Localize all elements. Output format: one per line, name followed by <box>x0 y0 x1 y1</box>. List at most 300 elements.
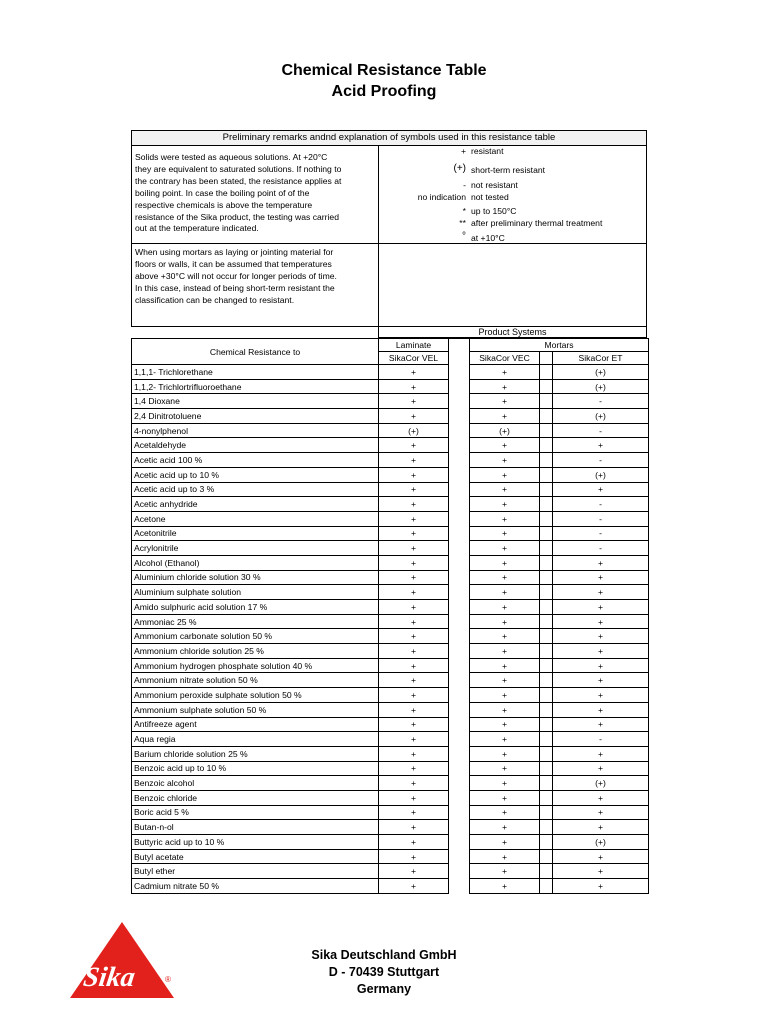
legend-desc: short-term resistant <box>471 165 546 175</box>
legend-symbol: (+) <box>453 163 466 174</box>
value-sikacor-et: + <box>553 658 649 673</box>
spacer <box>449 644 470 659</box>
value-sikacor-vec: + <box>470 497 540 512</box>
value-sikacor-vel: + <box>379 805 449 820</box>
col-header-sikacor-vel: SikaCor VEL <box>379 352 449 365</box>
table-row <box>132 453 649 468</box>
footer-address: D - 70439 Stuttgart <box>328 965 440 979</box>
value-sikacor-et: + <box>553 849 649 864</box>
para-line: classification can be changed to resistant. <box>135 294 295 305</box>
chemical-name: Acetic acid 100 % <box>132 453 379 468</box>
spacer <box>449 555 470 570</box>
value-sikacor-vel: + <box>379 629 449 644</box>
value-sikacor-vel: + <box>379 746 449 761</box>
spacer <box>540 555 553 570</box>
spacer <box>449 732 470 747</box>
value-sikacor-vec: + <box>470 482 540 497</box>
value-sikacor-et: (+) <box>553 467 649 482</box>
value-sikacor-vel: + <box>379 482 449 497</box>
spacer <box>540 453 553 468</box>
chemical-name: Ammonium carbonate solution 50 % <box>132 629 379 644</box>
value-sikacor-vel: + <box>379 849 449 864</box>
spacer <box>449 453 470 468</box>
value-sikacor-vec: + <box>470 746 540 761</box>
para-line: In this case, instead of being short-term resistant the <box>135 282 335 293</box>
chemical-name: 1,1,2- Trichlortrifluoroethane <box>132 379 379 394</box>
value-sikacor-vel: + <box>379 600 449 615</box>
value-sikacor-vel: + <box>379 365 449 380</box>
value-sikacor-vec: + <box>470 702 540 717</box>
table-row <box>132 835 649 850</box>
chemical-name: Acetaldehyde <box>132 438 379 453</box>
table-row <box>132 541 649 556</box>
legend-symbol: no indication <box>417 192 466 202</box>
value-sikacor-vec: + <box>470 570 540 585</box>
value-sikacor-et: + <box>553 864 649 879</box>
spacer <box>540 658 553 673</box>
legend-item <box>382 146 644 158</box>
chemical-name: Antifreeze agent <box>132 717 379 732</box>
legend-desc: not tested <box>471 192 509 202</box>
table-row <box>132 658 649 673</box>
spacer <box>540 423 553 438</box>
resistance-table <box>131 338 649 894</box>
value-sikacor-vel: + <box>379 438 449 453</box>
value-sikacor-vel: (+) <box>379 423 449 438</box>
table-row <box>132 820 649 835</box>
value-sikacor-vel: + <box>379 511 449 526</box>
para-line: they are equivalent to saturated solutions. If nothing to <box>135 163 342 174</box>
para-line: out at the temperature indicated. <box>135 223 259 234</box>
value-sikacor-vel: + <box>379 835 449 850</box>
value-sikacor-et: + <box>553 717 649 732</box>
value-sikacor-vec: + <box>470 805 540 820</box>
legend-item <box>382 206 644 218</box>
mortars-header: Mortars <box>470 339 649 352</box>
spacer <box>449 585 470 600</box>
spacer <box>540 497 553 512</box>
spacer <box>540 352 553 365</box>
spacer <box>540 688 553 703</box>
value-sikacor-vel: + <box>379 570 449 585</box>
spacer <box>540 776 553 791</box>
value-sikacor-vec: + <box>470 467 540 482</box>
product-systems-header: Product Systems <box>378 326 647 338</box>
laminate-header: Laminate <box>379 339 449 352</box>
spacer <box>540 394 553 409</box>
table-row <box>132 746 649 761</box>
value-sikacor-vel: + <box>379 467 449 482</box>
legend-symbol: ° <box>462 231 466 242</box>
table-row <box>132 379 649 394</box>
value-sikacor-et: + <box>553 614 649 629</box>
value-sikacor-et: - <box>553 453 649 468</box>
value-sikacor-vel: + <box>379 776 449 791</box>
footer-company: Sika Deutschland GmbH <box>311 948 457 962</box>
remarks-header: Preliminary remarks andnd explanation of symbols used in this resistance table <box>132 131 646 146</box>
spacer <box>449 702 470 717</box>
table-row <box>132 879 649 894</box>
spacer <box>540 409 553 424</box>
value-sikacor-et: + <box>553 688 649 703</box>
spacer <box>449 482 470 497</box>
spacer <box>449 688 470 703</box>
spacer <box>540 820 553 835</box>
table-row <box>132 629 649 644</box>
spacer <box>540 570 553 585</box>
chemical-name: 4-nonylphenol <box>132 423 379 438</box>
remarks-paragraph-1 <box>135 152 375 235</box>
value-sikacor-et: (+) <box>553 776 649 791</box>
value-sikacor-vec: + <box>470 688 540 703</box>
value-sikacor-vec: + <box>470 555 540 570</box>
chemical-name: Acrylonitrile <box>132 541 379 556</box>
chemical-name: Ammonium peroxide sulphate solution 50 % <box>132 688 379 703</box>
value-sikacor-vel: + <box>379 526 449 541</box>
logo-registered-mark: ® <box>165 975 171 984</box>
spacer <box>540 541 553 556</box>
value-sikacor-vec: + <box>470 761 540 776</box>
table-row <box>132 423 649 438</box>
legend-item <box>382 180 644 192</box>
value-sikacor-vec: + <box>470 629 540 644</box>
spacer <box>449 776 470 791</box>
spacer <box>449 409 470 424</box>
remarks-box <box>131 130 647 327</box>
value-sikacor-et: + <box>553 805 649 820</box>
value-sikacor-vel: + <box>379 614 449 629</box>
spacer <box>449 879 470 894</box>
value-sikacor-vec: + <box>470 644 540 659</box>
value-sikacor-vel: + <box>379 688 449 703</box>
chemical-name: Ammonium sulphate solution 50 % <box>132 702 379 717</box>
value-sikacor-et: (+) <box>553 835 649 850</box>
table-row <box>132 673 649 688</box>
value-sikacor-et: + <box>553 585 649 600</box>
chemical-name: Ammonium hydrogen phosphate solution 40 % <box>132 658 379 673</box>
value-sikacor-vel: + <box>379 497 449 512</box>
value-sikacor-et: + <box>553 746 649 761</box>
value-sikacor-vec: + <box>470 658 540 673</box>
spacer <box>540 805 553 820</box>
value-sikacor-vec: + <box>470 600 540 615</box>
table-row <box>132 864 649 879</box>
spacer <box>540 746 553 761</box>
value-sikacor-et: + <box>553 629 649 644</box>
value-sikacor-et: + <box>553 790 649 805</box>
para-line: above +30°C will not occur for longer periods of time. <box>135 270 337 281</box>
chemical-name: Amido sulphuric acid solution 17 % <box>132 600 379 615</box>
legend-item <box>382 192 644 204</box>
table-header-row <box>132 339 649 352</box>
spacer <box>540 761 553 776</box>
remarks-row-1 <box>132 145 646 244</box>
spacer <box>540 467 553 482</box>
spacer <box>540 879 553 894</box>
spacer <box>540 600 553 615</box>
para-line: the contrary has been stated, the resistance applies at <box>135 175 342 186</box>
value-sikacor-vel: + <box>379 541 449 556</box>
spacer <box>540 511 553 526</box>
value-sikacor-vec: + <box>470 541 540 556</box>
table-row <box>132 644 649 659</box>
value-sikacor-vec: + <box>470 526 540 541</box>
chemical-name: Buttyric acid up to 10 % <box>132 835 379 850</box>
table-row <box>132 614 649 629</box>
table-row <box>132 702 649 717</box>
value-sikacor-vec: + <box>470 790 540 805</box>
value-sikacor-et: + <box>553 761 649 776</box>
legend-item <box>382 218 644 230</box>
value-sikacor-vec: + <box>470 379 540 394</box>
chemical-name: Benzoic chloride <box>132 790 379 805</box>
value-sikacor-et: (+) <box>553 379 649 394</box>
col-header-sikacor-et: SikaCor ET <box>553 352 649 365</box>
table-row <box>132 849 649 864</box>
chemical-name: Acetonitrile <box>132 526 379 541</box>
chemical-name: Aluminium sulphate solution <box>132 585 379 600</box>
table-row <box>132 394 649 409</box>
legend-symbol: ** <box>459 218 466 228</box>
spacer <box>449 467 470 482</box>
para-line: boiling point. In case the boiling point of of the <box>135 187 310 198</box>
chemical-name: Butyl ether <box>132 864 379 879</box>
chemical-name: 2,4 Dinitrotoluene <box>132 409 379 424</box>
value-sikacor-vec: + <box>470 614 540 629</box>
chemical-name: Alcohol (Ethanol) <box>132 555 379 570</box>
spacer <box>449 600 470 615</box>
remarks-row-2 <box>132 244 646 326</box>
chemical-name: Benzoic alcohol <box>132 776 379 791</box>
spacer <box>449 658 470 673</box>
value-sikacor-et: + <box>553 438 649 453</box>
table-row <box>132 467 649 482</box>
value-sikacor-vel: + <box>379 820 449 835</box>
spacer <box>449 339 470 352</box>
value-sikacor-et: - <box>553 541 649 556</box>
chemical-name: Benzoic acid up to 10 % <box>132 761 379 776</box>
spacer <box>449 820 470 835</box>
table-row <box>132 688 649 703</box>
legend-desc: at +10°C <box>471 233 505 243</box>
legend-desc: up to 150°C <box>471 206 517 216</box>
spacer <box>540 365 553 380</box>
chemical-name: Acetic acid up to 10 % <box>132 467 379 482</box>
value-sikacor-vel: + <box>379 761 449 776</box>
remarks-paragraph-2 <box>135 247 375 307</box>
value-sikacor-vel: + <box>379 555 449 570</box>
page-title: Chemical Resistance Table <box>281 62 487 79</box>
table-row <box>132 805 649 820</box>
table-row <box>132 761 649 776</box>
table-row <box>132 776 649 791</box>
table-row <box>132 409 649 424</box>
para-line: When using mortars as laying or jointing material for <box>135 247 334 257</box>
value-sikacor-vel: + <box>379 409 449 424</box>
value-sikacor-et: + <box>553 673 649 688</box>
value-sikacor-vec: + <box>470 717 540 732</box>
legend-symbol: - <box>463 180 466 190</box>
chemical-name: Butyl acetate <box>132 849 379 864</box>
value-sikacor-et: - <box>553 732 649 747</box>
table-row <box>132 438 649 453</box>
chemical-name: Ammonium nitrate solution 50 % <box>132 673 379 688</box>
value-sikacor-vec: + <box>470 820 540 835</box>
value-sikacor-vel: + <box>379 717 449 732</box>
value-sikacor-vec: + <box>470 835 540 850</box>
value-sikacor-et: + <box>553 482 649 497</box>
chemical-name: Acetic acid up to 3 % <box>132 482 379 497</box>
value-sikacor-vec: + <box>470 879 540 894</box>
table-row <box>132 732 649 747</box>
value-sikacor-vel: + <box>379 453 449 468</box>
spacer <box>449 673 470 688</box>
value-sikacor-vel: + <box>379 732 449 747</box>
para-line: resistance of the Sika product, the testing was carried <box>135 211 339 222</box>
spacer <box>540 438 553 453</box>
value-sikacor-vec: + <box>470 394 540 409</box>
chemical-name: Barium chloride solution 25 % <box>132 746 379 761</box>
chemical-name: Boric acid 5 % <box>132 805 379 820</box>
value-sikacor-vel: + <box>379 879 449 894</box>
spacer <box>449 541 470 556</box>
value-sikacor-vel: + <box>379 658 449 673</box>
value-sikacor-vel: + <box>379 585 449 600</box>
table-row <box>132 600 649 615</box>
spacer <box>449 438 470 453</box>
value-sikacor-et: + <box>553 879 649 894</box>
spacer <box>540 379 553 394</box>
table-row <box>132 570 649 585</box>
spacer <box>449 423 470 438</box>
legend-symbol: + <box>460 146 466 156</box>
chemical-name: 1,4 Dioxane <box>132 394 379 409</box>
spacer <box>540 526 553 541</box>
value-sikacor-vec: + <box>470 438 540 453</box>
chemical-name: Butan-n-ol <box>132 820 379 835</box>
para-line: respective chemicals is above the temperature <box>135 199 313 210</box>
value-sikacor-vec: + <box>470 409 540 424</box>
spacer <box>449 497 470 512</box>
table-row <box>132 497 649 512</box>
value-sikacor-vec: + <box>470 511 540 526</box>
spacer <box>449 365 470 380</box>
spacer <box>540 717 553 732</box>
chemical-name: Acetone <box>132 511 379 526</box>
value-sikacor-vec: + <box>470 453 540 468</box>
chemical-name: Cadmium nitrate 50 % <box>132 879 379 894</box>
legend-symbol: * <box>462 206 466 216</box>
value-sikacor-vel: + <box>379 644 449 659</box>
value-sikacor-et: - <box>553 511 649 526</box>
value-sikacor-et: (+) <box>553 409 649 424</box>
table-row <box>132 717 649 732</box>
table-row <box>132 526 649 541</box>
table-body <box>132 365 649 894</box>
footer-country: Germany <box>356 982 412 996</box>
value-sikacor-vel: + <box>379 790 449 805</box>
table-row <box>132 555 649 570</box>
spacer <box>449 805 470 820</box>
para-line: floors or walls, it can be assumed that temperatures <box>135 258 332 269</box>
value-sikacor-vec: (+) <box>470 423 540 438</box>
col-header-sikacor-vec: SikaCor VEC <box>470 352 540 365</box>
spacer <box>540 849 553 864</box>
legend-item <box>382 165 644 177</box>
spacer <box>540 614 553 629</box>
spacer <box>540 864 553 879</box>
legend-desc: resistant <box>471 146 504 156</box>
remarks-divider <box>378 145 379 326</box>
legend-desc: not resistant <box>471 180 518 190</box>
spacer <box>449 849 470 864</box>
value-sikacor-vel: + <box>379 673 449 688</box>
chemical-name: Aqua regia <box>132 732 379 747</box>
value-sikacor-vel: + <box>379 394 449 409</box>
value-sikacor-et: - <box>553 423 649 438</box>
table-row <box>132 790 649 805</box>
value-sikacor-vel: + <box>379 379 449 394</box>
spacer <box>449 352 470 365</box>
value-sikacor-et: + <box>553 555 649 570</box>
value-sikacor-et: + <box>553 820 649 835</box>
logo-wordmark: Sika <box>81 962 138 993</box>
value-sikacor-vec: + <box>470 776 540 791</box>
chemical-name: Aluminium chloride solution 30 % <box>132 570 379 585</box>
spacer <box>449 379 470 394</box>
chemical-name: 1,1,1- Trichlorethane <box>132 365 379 380</box>
spacer <box>540 585 553 600</box>
value-sikacor-et: + <box>553 644 649 659</box>
spacer <box>449 394 470 409</box>
value-sikacor-vec: + <box>470 849 540 864</box>
value-sikacor-et: + <box>553 570 649 585</box>
table-row <box>132 511 649 526</box>
value-sikacor-vec: + <box>470 732 540 747</box>
spacer <box>540 790 553 805</box>
spacer <box>540 482 553 497</box>
spacer <box>449 511 470 526</box>
spacer <box>540 732 553 747</box>
value-sikacor-et: - <box>553 497 649 512</box>
spacer <box>449 717 470 732</box>
value-sikacor-et: - <box>553 526 649 541</box>
spacer <box>540 629 553 644</box>
spacer <box>540 702 553 717</box>
value-sikacor-et: - <box>553 394 649 409</box>
spacer <box>540 673 553 688</box>
spacer <box>449 746 470 761</box>
spacer <box>449 761 470 776</box>
table-row <box>132 365 649 380</box>
spacer <box>449 526 470 541</box>
value-sikacor-et: (+) <box>553 365 649 380</box>
table-row <box>132 585 649 600</box>
page-subtitle: Acid Proofing <box>331 83 437 100</box>
spacer <box>540 835 553 850</box>
value-sikacor-vec: + <box>470 365 540 380</box>
chemical-name: Ammonium chloride solution 25 % <box>132 644 379 659</box>
value-sikacor-et: + <box>553 600 649 615</box>
table-row <box>132 482 649 497</box>
spacer <box>449 790 470 805</box>
spacer <box>449 835 470 850</box>
spacer <box>540 644 553 659</box>
value-sikacor-vec: + <box>470 673 540 688</box>
value-sikacor-vec: + <box>470 864 540 879</box>
spacer <box>449 570 470 585</box>
value-sikacor-et: + <box>553 702 649 717</box>
